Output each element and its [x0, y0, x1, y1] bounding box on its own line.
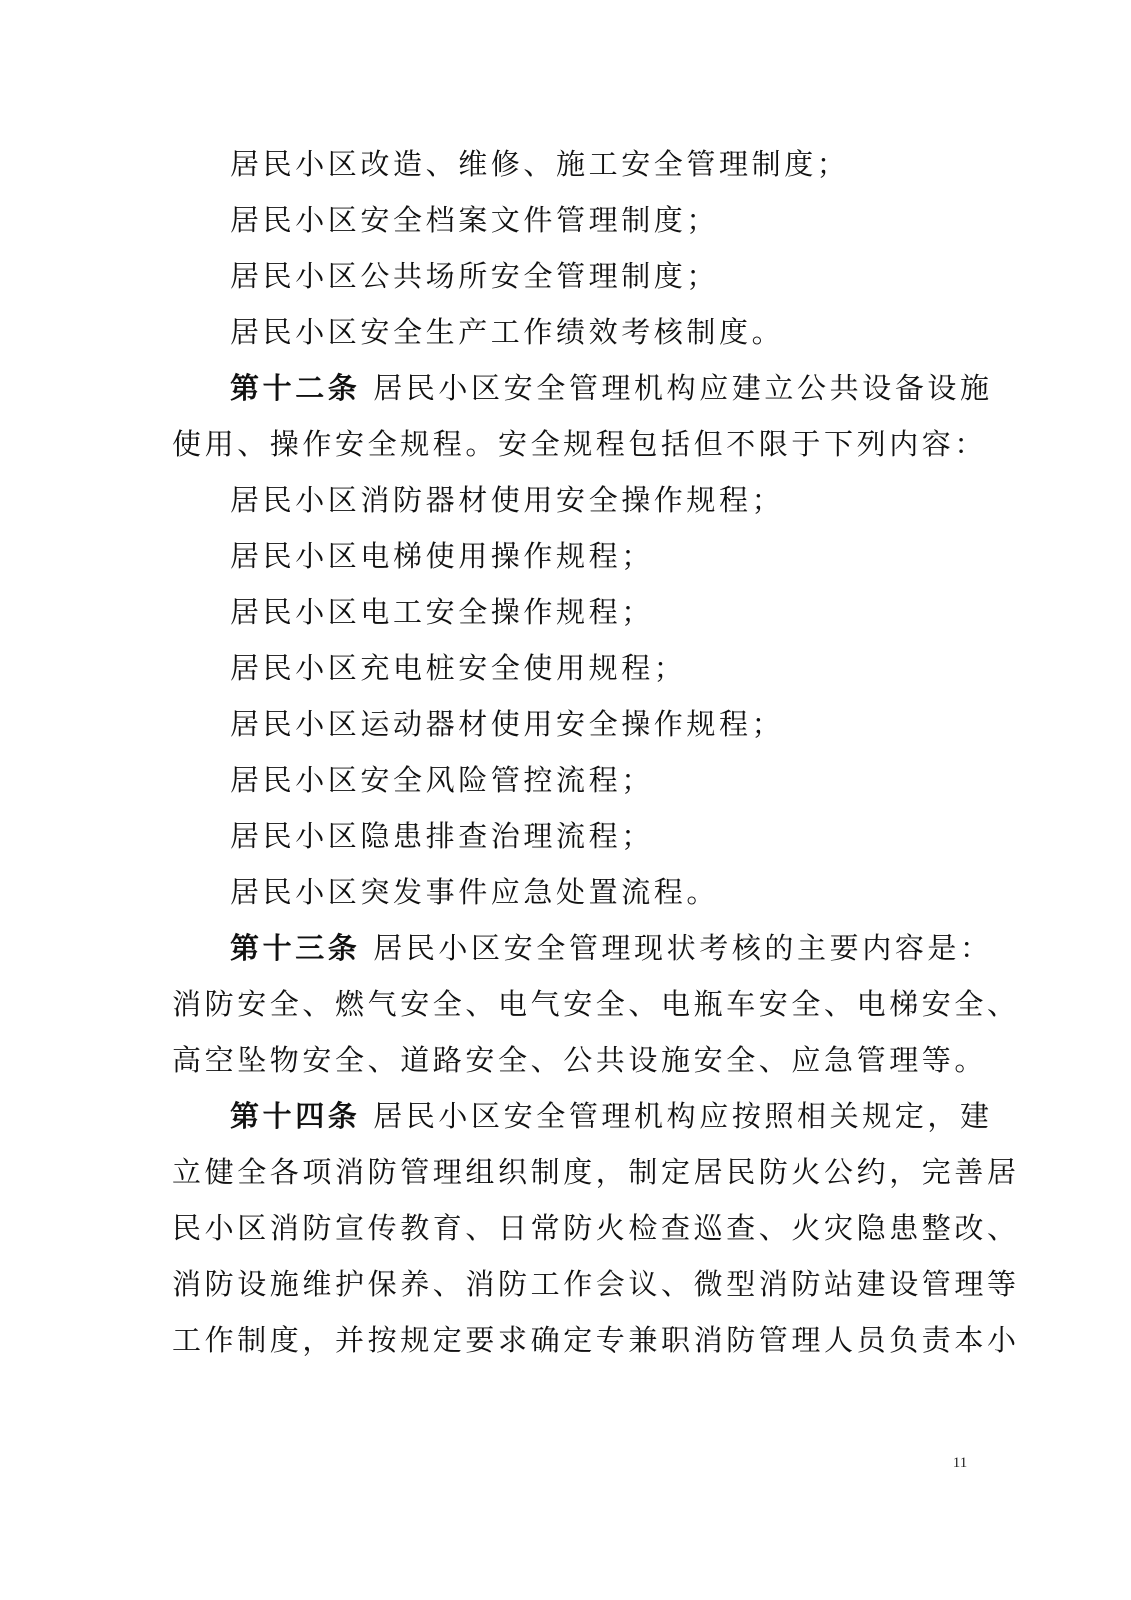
article-14-line-5: 工作制度，并按规定要求确定专兼职消防管理人员负责本小 [172, 1323, 1020, 1357]
article-12-line-1 [172, 360, 993, 416]
article-13-number: 第十三条 [230, 931, 361, 965]
page-number: 11 [952, 1455, 968, 1471]
list-item: 居民小区消防器材使用安全操作规程； [230, 483, 785, 517]
article-13-line-3: 高空坠物安全、道路安全、公共设施安全、应急管理等。 [172, 1043, 988, 1077]
article-14-text-1: 居民小区安全管理机构应按照相关规定，建 [373, 1099, 993, 1133]
list-item: 居民小区电梯使用操作规程； [230, 539, 654, 573]
list-item: 居民小区安全档案文件管理制度； [230, 203, 720, 237]
list-item: 居民小区突发事件应急处置流程。 [230, 875, 720, 909]
list-item: 居民小区安全风险管控流程； [230, 763, 654, 797]
article-14-line-1 [172, 1088, 993, 1144]
article-12-line-2: 使用、操作安全规程。安全规程包括但不限于下列内容： [172, 427, 988, 461]
article-13-line-1 [172, 920, 993, 976]
article-14-line-3: 民小区消防宣传教育、日常防火检查巡查、火灾隐患整改、 [172, 1211, 1020, 1245]
article-13-line-2: 消防安全、燃气安全、电气安全、电瓶车安全、电梯安全、 [172, 987, 1020, 1021]
list-item: 居民小区隐患排查治理流程； [230, 819, 654, 853]
list-item: 居民小区公共场所安全管理制度； [230, 259, 720, 293]
article-14-line-2: 立健全各项消防管理组织制度，制定居民防火公约，完善居 [172, 1155, 1020, 1189]
document-body [172, 136, 1020, 1368]
article-12-text-1: 居民小区安全管理机构应建立公共设备设施 [373, 371, 993, 405]
list-item: 居民小区电工安全操作规程； [230, 595, 654, 629]
list-item: 居民小区安全生产工作绩效考核制度。 [230, 315, 785, 349]
article-12-number: 第十二条 [230, 371, 361, 405]
list-item: 居民小区运动器材使用安全操作规程； [230, 707, 785, 741]
article-14-line-4: 消防设施维护保养、消防工作会议、微型消防站建设管理等 [172, 1267, 1020, 1301]
article-13-text-1: 居民小区安全管理现状考核的主要内容是： [373, 931, 993, 965]
list-item: 居民小区充电桩安全使用规程； [230, 651, 687, 685]
article-14-number: 第十四条 [230, 1099, 361, 1133]
list-item: 居民小区改造、维修、施工安全管理制度； [230, 147, 850, 181]
